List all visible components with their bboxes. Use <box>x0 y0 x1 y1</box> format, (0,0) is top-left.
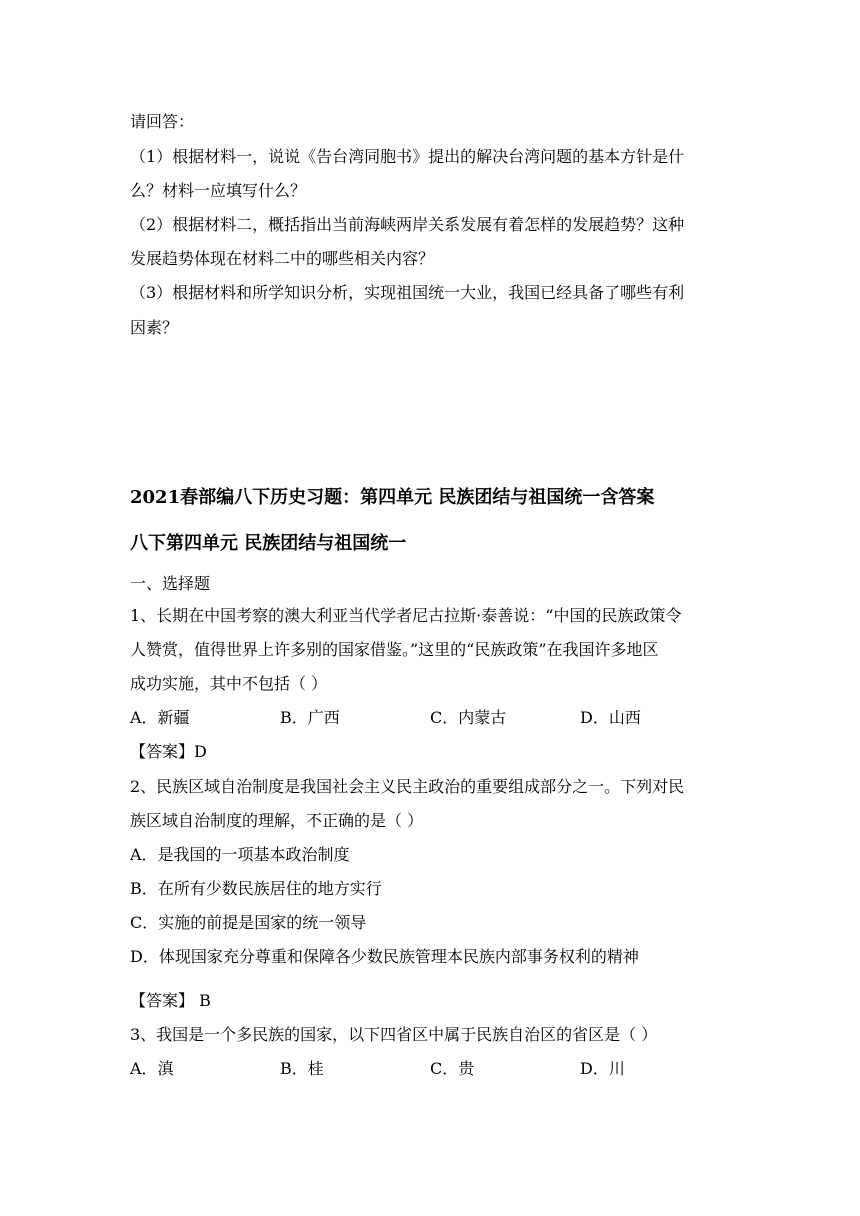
question-3-line-1: （3）根据材料和所学知识分析，实现祖国统一大业，我国已经具备了哪些有利 <box>130 283 685 302</box>
mc-question-3-option-b: B．桂 <box>280 1059 324 1078</box>
question-3-line-2: 因素？ <box>130 318 179 337</box>
document-title: 2021春部编八下历史习题：第四单元 民族团结与祖国统一含答案 <box>130 487 655 508</box>
mc-question-1-answer: 【答案】D <box>130 742 207 761</box>
mc-question-1-option-a: A．新疆 <box>130 708 190 727</box>
mc-question-1-line-1: 1、长期在中国考察的澳大利亚当代学者尼古拉斯·泰善说：“中国的民族政策令 <box>130 606 682 625</box>
question-1-line-1: （1）根据材料一，说说《告台湾同胞书》提出的解决台湾问题的基本方针是什 <box>130 147 685 166</box>
mc-question-2-option-a: A．是我国的一项基本政治制度 <box>130 845 350 864</box>
section-heading: 一、选择题 <box>130 574 211 593</box>
answer-prompt: 请回答： <box>130 112 195 131</box>
document-subtitle: 八下第四单元 民族团结与祖国统一 <box>130 533 407 554</box>
mc-question-2-option-d: D．体现国家充分尊重和保障各少数民族管理本民族内部事务权利的精神 <box>130 947 639 966</box>
question-1-line-2: 么？材料一应填写什么？ <box>130 181 307 200</box>
mc-question-1-option-c: C．内蒙古 <box>430 708 507 727</box>
mc-question-1-line-3: 成功实施，其中不包括（ ） <box>130 674 328 693</box>
mc-question-1-line-2: 人赞赏，值得世界上许多别的国家借鉴。”这里的“民族政策”在我国许多地区 <box>130 640 659 659</box>
mc-question-2-line-1: 2、民族区域自治制度是我国社会主义民主政治的重要组成部分之一。下列对民 <box>130 777 685 796</box>
question-2-line-2: 发展趋势体现在材料二中的哪些相关内容？ <box>130 249 435 268</box>
mc-question-2-answer: 【答案】 B <box>130 991 211 1010</box>
mc-question-1-option-d: D．山西 <box>580 708 641 727</box>
mc-question-2-option-c: C．实施的前提是国家的统一领导 <box>130 913 367 932</box>
mc-question-3-option-a: A．滇 <box>130 1059 174 1078</box>
mc-question-3-option-d: D．川 <box>580 1059 625 1078</box>
mc-question-1-option-b: B．广西 <box>280 708 340 727</box>
mc-question-3-option-c: C．贵 <box>430 1059 475 1078</box>
question-2-line-1: （2）根据材料二，概括指出当前海峡两岸关系发展有着怎样的发展趋势？这种 <box>130 215 685 234</box>
mc-question-3-line-1: 3、我国是一个多民族的国家，以下四省区中属于民族自治区的省区是（ ） <box>130 1025 658 1044</box>
mc-question-2-option-b: B．在所有少数民族居住的地方实行 <box>130 879 382 898</box>
mc-question-2-line-2: 族区域自治制度的理解，不正确的是（ ） <box>130 811 424 830</box>
